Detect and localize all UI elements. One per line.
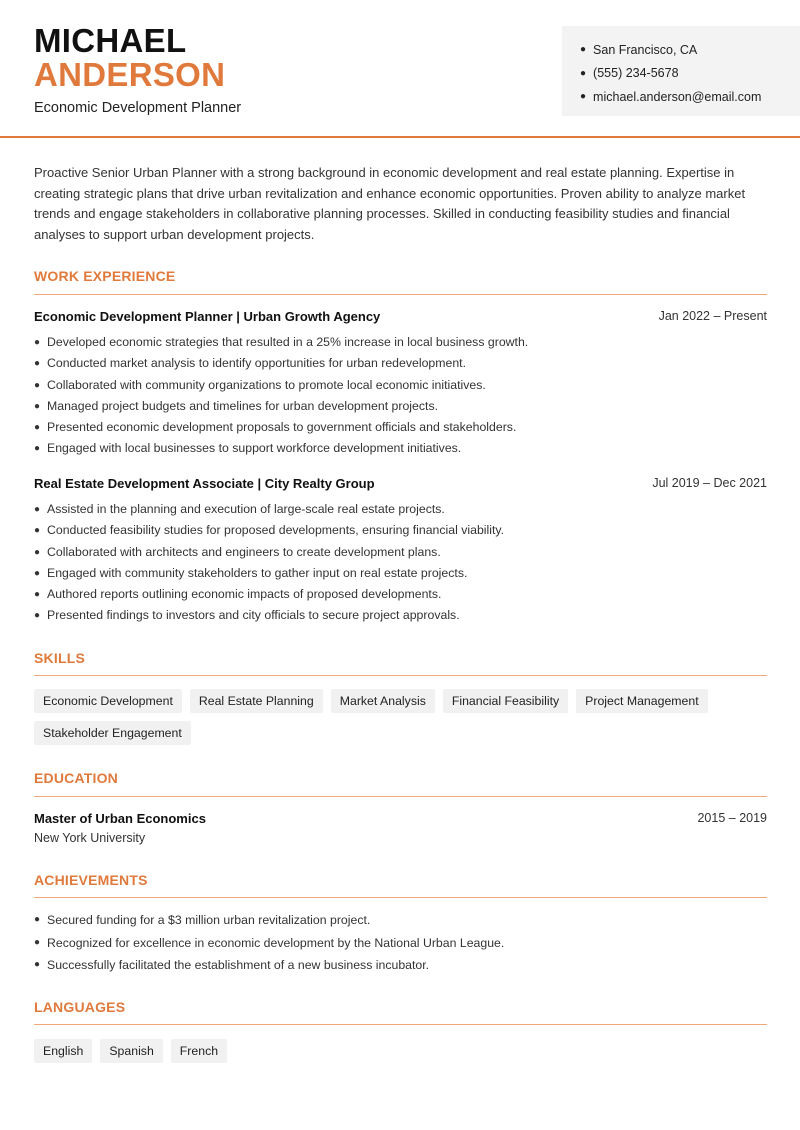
list-item: ● Engaged with community stakeholders to gather input on real estate projects. (34, 565, 468, 580)
section-divider (34, 675, 767, 676)
list-item: ● Engaged with local businesses to support workforce development initiatives. (34, 441, 462, 456)
list-item: ● Managed project budgets and timelines for urban development projects. (34, 398, 439, 413)
contact-email: ● michael.anderson@email.com (580, 89, 762, 104)
skill-chip: Real Estate Planning (190, 689, 323, 713)
section-title-skills: SKILLS (34, 650, 85, 666)
section-divider (34, 294, 767, 295)
list-item: ● Successfully facilitated the establishment of a new business incubator. (34, 958, 430, 972)
list-item: ● Assisted in the planning and execution of large-scale real estate projects. (34, 502, 445, 516)
list-item: ● Collaborated with community organizations to promote local economic initiatives. (34, 377, 486, 392)
summary-paragraph: Proactive Senior Urban Planner with a strong background in economic development and real estate planning. Expertise in creating strategic plans that drive urban revitalization and enhance economic opportunities. Proven ability to analyze market trends and engage stakeholders in collaborative planning processes. Skilled in conducting feasibility studies and financial analyses to support urban development projects. (34, 165, 746, 242)
job-header-1 (34, 309, 767, 324)
skills-list (34, 689, 774, 745)
section-divider (34, 796, 767, 797)
language-chip: English (34, 1039, 92, 1063)
last-name: ANDERSON (34, 56, 226, 93)
list-item: ● Authored reports outlining economic impacts of proposed developments. (34, 587, 442, 602)
list-item: ● Conducted feasibility studies for proposed developments, ensuring financial viability. (34, 523, 505, 538)
contact-phone: ● (555) 234-5678 (580, 66, 679, 81)
job-title: Economic Development Planner (34, 100, 242, 116)
language-chip: Spanish (100, 1039, 162, 1063)
section-divider (34, 1024, 767, 1025)
list-item: ● Recognized for excellence in economic development by the National Urban League. (34, 935, 505, 950)
first-name: MICHAEL (34, 22, 187, 59)
languages-list (34, 1039, 774, 1063)
list-item: ● Developed economic strategies that resulted in a 25% increase in local business growth. (34, 335, 529, 349)
job-dates: Jul 2019 – Dec 2021 (652, 476, 767, 490)
section-title-education: EDUCATION (34, 770, 118, 786)
language-chip: French (171, 1039, 227, 1063)
bullet-icon: ● (580, 44, 587, 56)
achievements-list (34, 909, 767, 977)
section-title-languages: LANGUAGES (34, 999, 126, 1015)
bullet-icon: ● (580, 91, 587, 103)
job-header-2 (34, 476, 767, 491)
job-bullets-1 (34, 332, 767, 460)
job-bullets-2 (34, 499, 767, 627)
resume-header (0, 0, 800, 138)
skill-chip: Market Analysis (331, 689, 435, 713)
education-degree: Master of Urban Economics (34, 811, 206, 826)
list-item: ● Presented findings to investors and city officials to secure project approvals. (34, 608, 460, 623)
job-dates: Jan 2022 – Present (658, 309, 767, 323)
skill-chip: Project Management (576, 689, 707, 713)
contact-location: ● San Francisco, CA (580, 42, 698, 57)
section-divider (34, 897, 767, 898)
section-title-achievements: ACHIEVEMENTS (34, 872, 148, 888)
education-dates: 2015 – 2019 (697, 811, 767, 825)
list-item: ● Conducted market analysis to identify opportunities for urban redevelopment. (34, 356, 467, 371)
job-role: Real Estate Development Associate | City Realty Group (34, 476, 375, 491)
list-item: ● Presented economic development proposals to government officials and stakeholders. (34, 420, 517, 435)
bullet-icon: ● (580, 67, 587, 79)
job-role: Economic Development Planner | Urban Growth Agency (34, 309, 381, 324)
skill-chip: Stakeholder Engagement (34, 721, 191, 745)
list-item: ● Collaborated with architects and engineers to create development plans. (34, 544, 441, 559)
skill-chip: Financial Feasibility (443, 689, 568, 713)
list-item: ● Secured funding for a $3 million urban revitalization project. (34, 913, 371, 927)
skill-chip: Economic Development (34, 689, 182, 713)
education-school: New York University (34, 831, 146, 845)
section-title-work: WORK EXPERIENCE (34, 268, 176, 284)
contact-box (562, 26, 800, 116)
